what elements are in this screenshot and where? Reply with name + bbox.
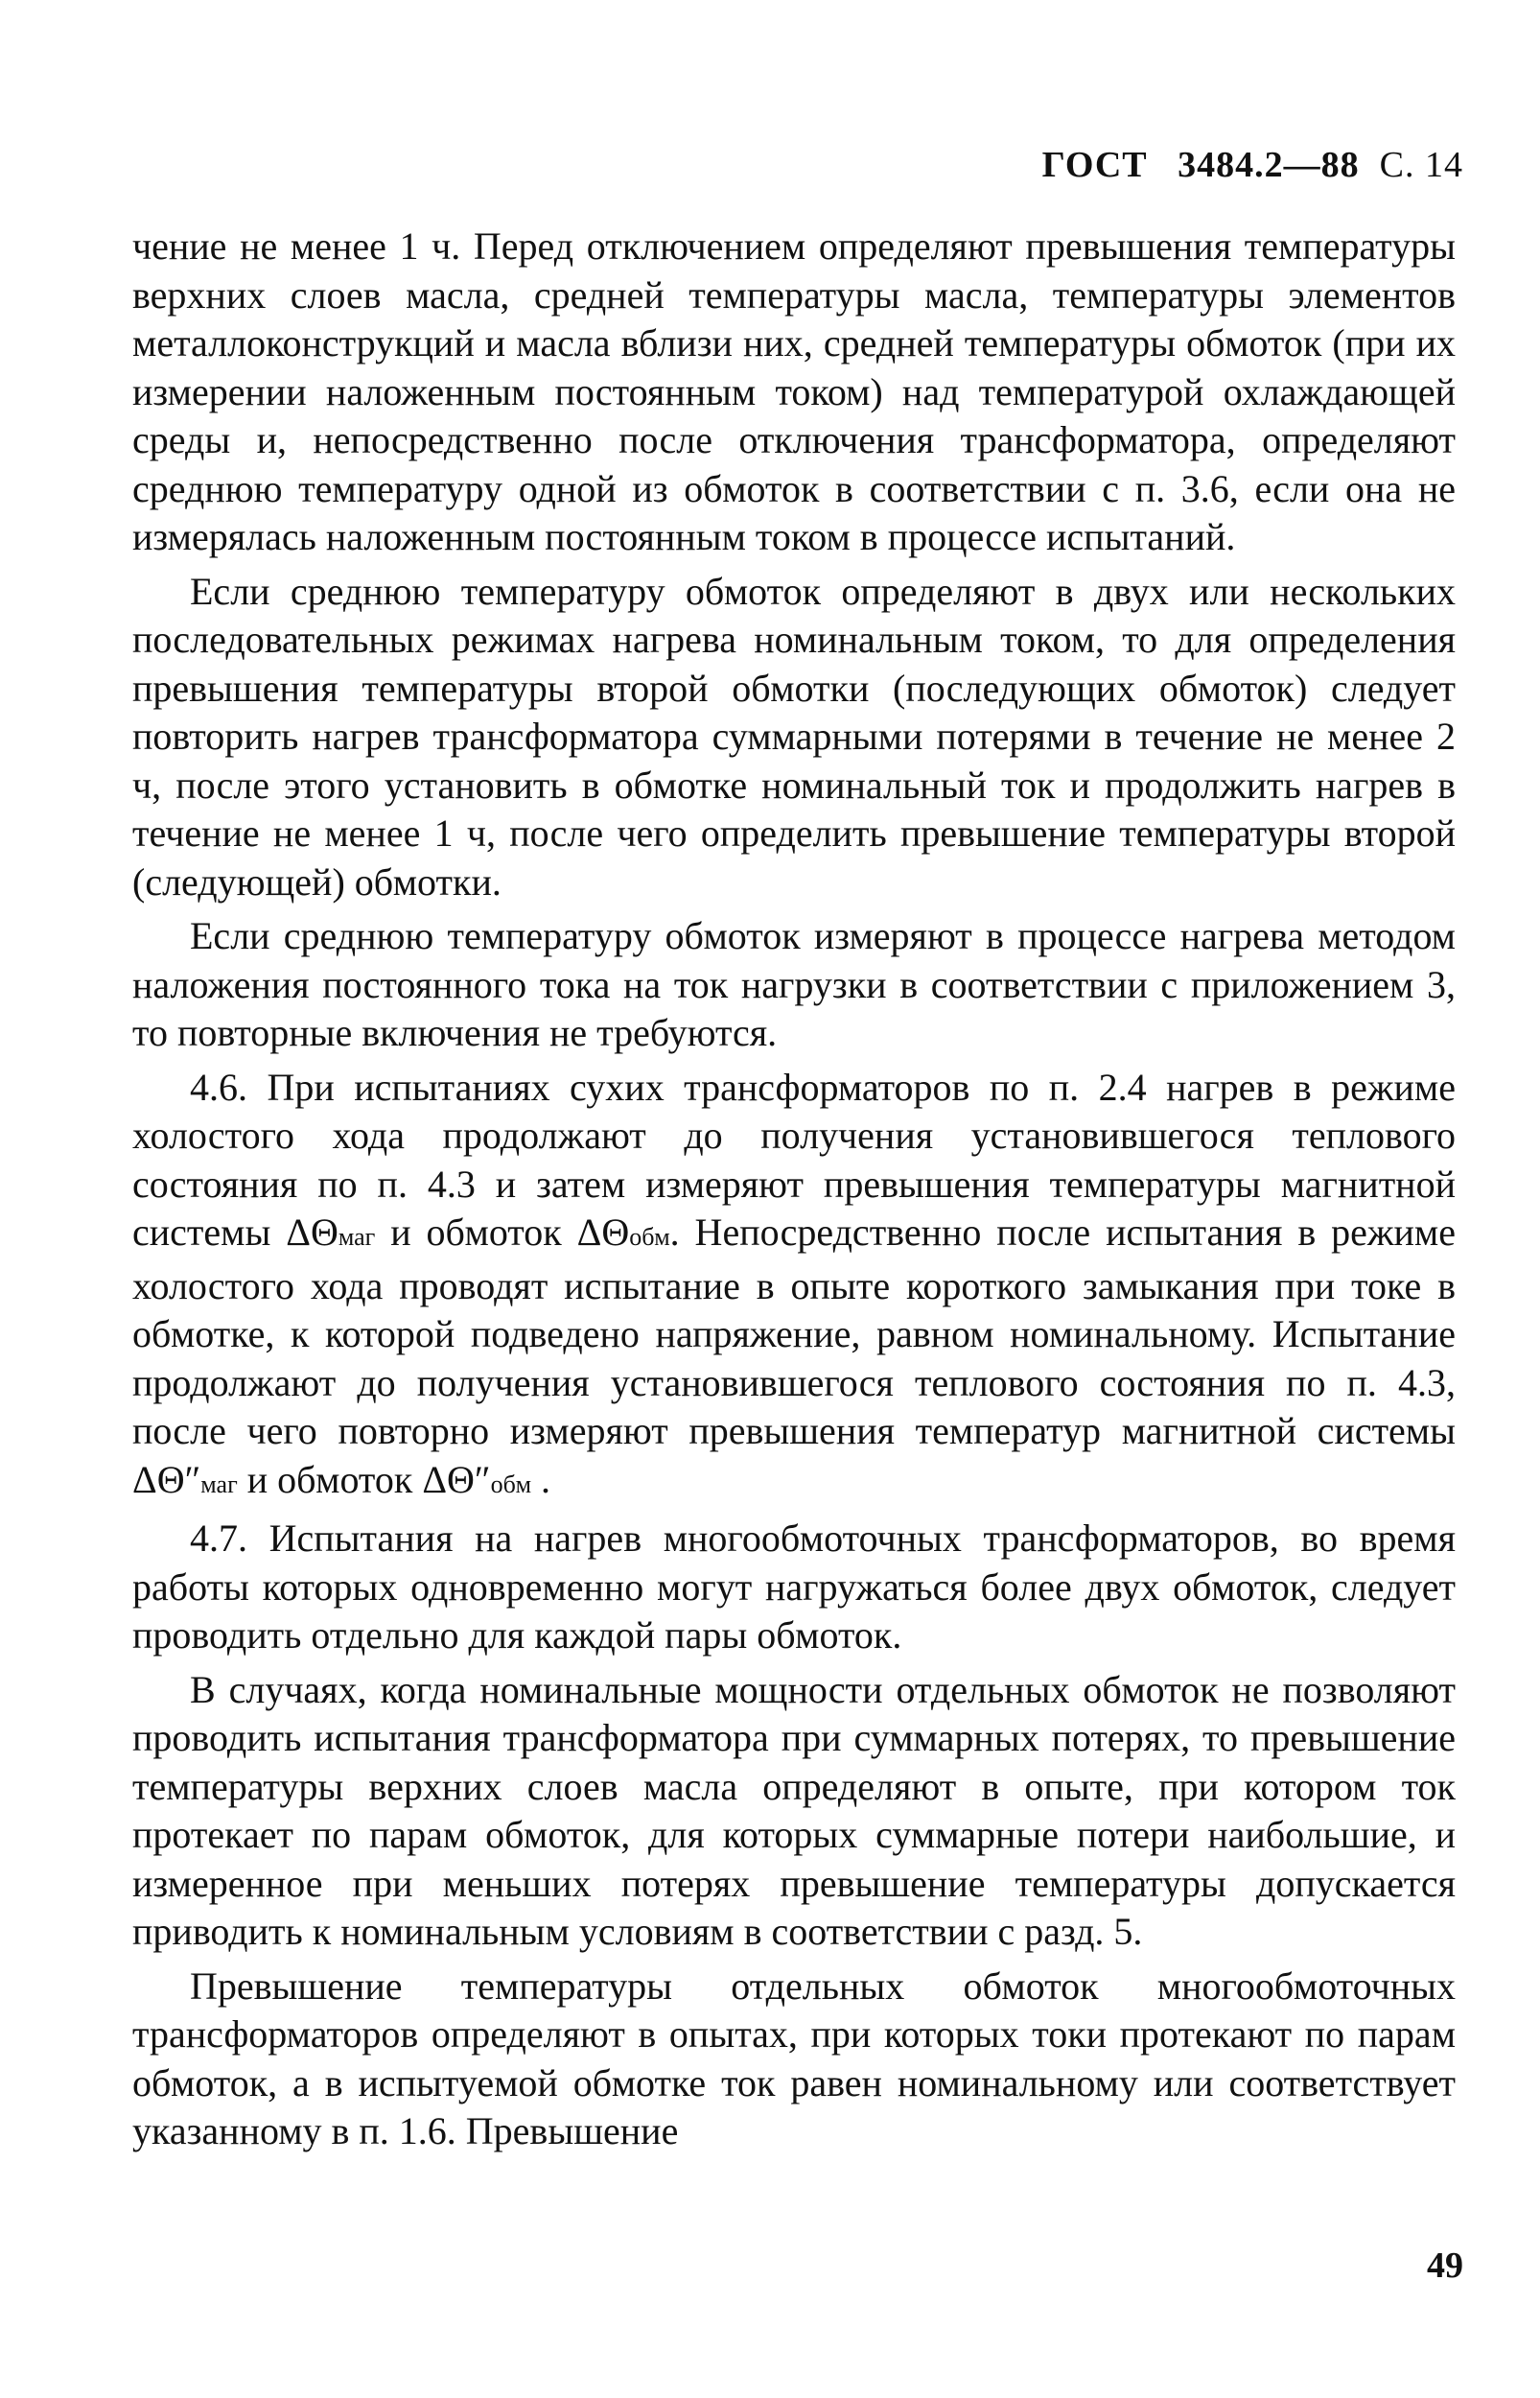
paragraph-dc-method: Если среднюю температуру обмоток измеряют в процессе нагрева методом наложения постоянного тока на ток нагрузки в соответствии с приложением 3, то повторные включения не требуются.	[132, 914, 1456, 1054]
paragraph-continuation: чение не менее 1 ч. Перед отключением определяют превышения температуры верхних слоев масла, средней температуры масла, температуры элементов металлоконструкций и масла вблизи них, средней температуры обмоток (при их измерении наложенным постоянным током) над температурой охлаждающей среды и, непосредственно после отключения трансформатора, определяют среднюю температуру одной из обмоток в соответствии с п. 3.6, если она не измерялась наложенным постоянным током в процессе испытаний.	[132, 224, 1456, 558]
subscript-mag-second: маг	[200, 1469, 238, 1498]
subscript-obm-second: обм	[490, 1469, 532, 1498]
page-label: С. 14	[1379, 145, 1463, 185]
standard-number: 3484.2—88	[1178, 145, 1360, 185]
page-header	[1042, 144, 1463, 186]
symbol-delta-theta-obm: ΔΘ	[576, 1211, 630, 1254]
symbol-delta-theta-obm-second: ΔΘ″	[422, 1457, 491, 1501]
paragraph-rated-power-cases: В случаях, когда номинальные мощности отдельных обмоток не позволяют проводить испытания трансформатора при суммарных потерях, то превышение температуры верхних слоев масла определяют в опыте, при котором ток протекает по парам обмоток, для которых суммарные потери наибольшие, и измеренное при меньших потерях превышение температуры допускается приводить к номинальным условиям в соответствии с разд. 5.	[132, 1667, 1456, 1953]
subscript-obm: обм	[629, 1223, 670, 1251]
paragraph-two-or-more-modes: Если среднюю температуру обмоток определяют в двух или нескольких последовательных режимах нагрева номинальным током, то для определения превышения температуры второй обмотки (последующих обмоток) следует повторить нагрев трансформатора суммарными потерями в течение не менее 2 ч, после этого установить в обмотке номинальный ток и продолжить нагрев в течение не менее 1 ч, после чего определить превышение температуры второй (следующей) обмотки.	[132, 569, 1456, 904]
paragraph-4-7: 4.7. Испытания на нагрев многообмоточных трансформаторов, во время работы которых одновременно могут нагружаться более двух обмоток, следует проводить отдельно для каждой пары обмоток.	[132, 1516, 1456, 1657]
symbol-delta-theta-mag: ΔΘ	[286, 1211, 338, 1254]
subscript-mag: маг	[338, 1223, 376, 1251]
standard-name: ГОСТ	[1041, 145, 1148, 185]
page-number: 49	[1427, 2245, 1463, 2286]
body-text	[132, 223, 1456, 2156]
paragraph-4-6: 4.6. При испытаниях сухих трансформаторов по п. 2.4 нагрев в режиме холостого хода продолжают до получения установившегося теплового состояния по п. 4.3 и затем измеряют превышения температуры магнитной системы ΔΘмаг и обмоток ΔΘобм. Непосредственно после испытания в режиме холостого хода проводят испытание в опыте короткого замыкания при токе в обмотке, к которой подведено напряжение, равном номинальному. Испытание продолжают до получения установившегося теплового состояния по п. 4.3, после чего повторно измеряют превышения температур магнитной системы ΔΘ″маг и обмоток ΔΘ″обм .	[132, 1065, 1457, 1501]
paragraph-individual-windings: Превышение температуры отдельных обмоток многообмоточных трансформаторов определяют в опытах, при которых токи протекают по парам обмоток, а в испытуемой обмотке ток равен номинальному или соответствует указанному в п. 1.6. Превышение	[132, 1963, 1456, 2152]
symbol-delta-theta-mag-second: ΔΘ″	[132, 1457, 201, 1501]
